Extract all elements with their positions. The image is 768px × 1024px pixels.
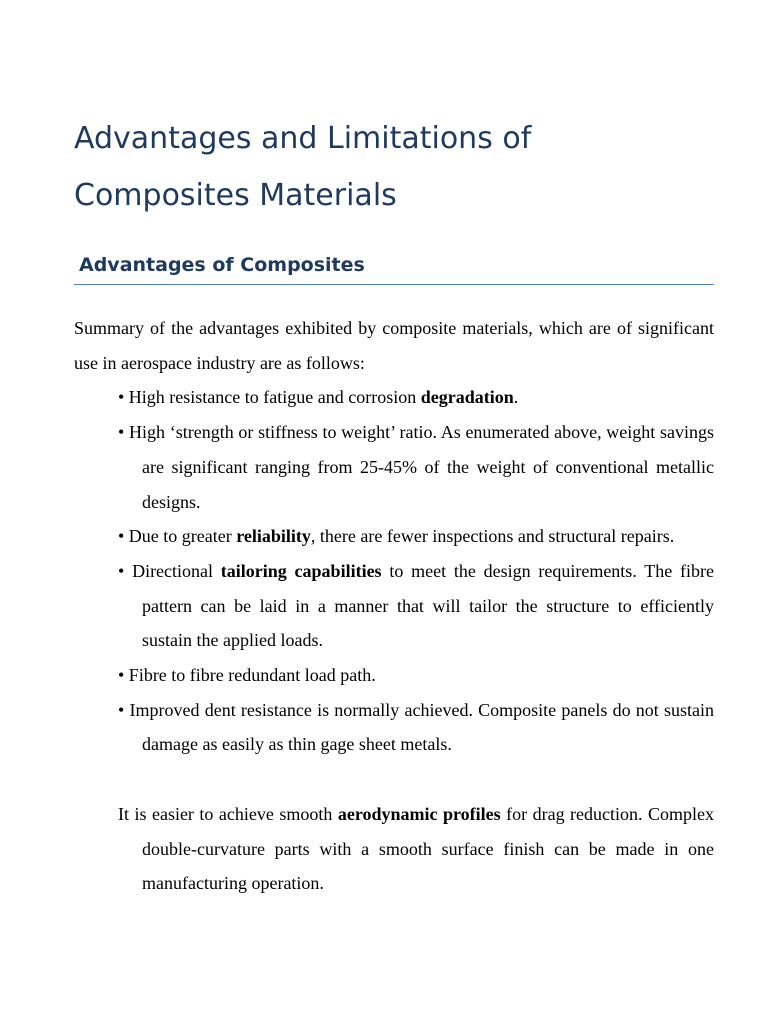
list-item: [118, 658, 714, 693]
document-title: [74, 110, 714, 224]
list-item: [118, 693, 714, 762]
list-item-text-end: .: [513, 387, 519, 408]
closing-text: It is easier to achieve smooth: [118, 803, 338, 824]
closing-bold-term: aerodynamic profiles: [337, 803, 501, 824]
advantages-list: [74, 380, 714, 762]
list-item: [118, 519, 714, 554]
list-item: [118, 380, 714, 415]
title-line-2: Composites Materials: [74, 178, 397, 213]
list-item: [118, 554, 714, 658]
list-item-bold-term: degradation: [420, 387, 514, 408]
list-item-text-end: , there are fewer inspections and structural repairs.: [310, 526, 675, 547]
list-item-text: • Due to greater: [118, 526, 237, 547]
document-page: [74, 110, 714, 901]
closing-paragraph: [118, 797, 714, 901]
list-item-text: • High ‘strength or stiffness to weight’ ratio. As enumerated above, weight savings are significant ranging from 25-45% of the weight of conventional metallic designs.: [118, 422, 714, 512]
list-item-text: • Fibre to fibre redundant load path.: [118, 665, 376, 686]
list-item-text: • Improved dent resistance is normally achieved. Composite panels do not sustain damage as easily as thin gage sheet metals.: [118, 699, 714, 755]
title-line-1: Advantages and Limitations of: [74, 121, 532, 156]
list-item: [118, 415, 714, 519]
closing-text-end: for drag reduction. Complex double-curvature parts with a smooth surface finish can be made in one manufacturing operation.: [142, 803, 715, 894]
intro-paragraph: Summary of the advantages exhibited by composite materials, which are of significant use in aerospace industry are as follows:: [74, 318, 714, 373]
list-item-text: • Directional: [118, 560, 221, 581]
list-item-text-end: to meet the design requirements. The fibre pattern can be laid in a manner that will tailor the structure to efficiently sustain the applied loads.: [142, 560, 714, 651]
section-heading-advantages: Advantages of Composites: [74, 252, 714, 285]
list-item-bold-term: reliability: [236, 526, 311, 547]
list-item-bold-term: tailoring capabilities: [220, 560, 382, 581]
list-item-text: • High resistance to fatigue and corrosion: [118, 387, 421, 408]
